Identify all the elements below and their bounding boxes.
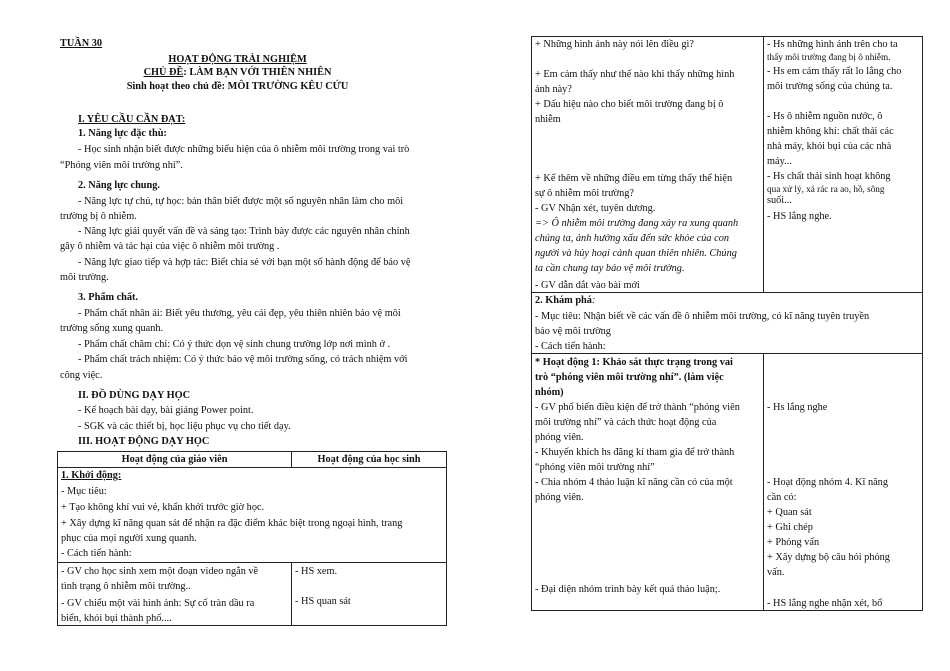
section-3-heading: III. HOẠT ĐỘNG DẠY HỌC [78,436,210,447]
table-text: - Khuyến khích hs đăng kí tham gia để trở thành [535,447,735,458]
paragraph: - Phẩm chất chăm chỉ: Có ý thức dọn vệ sinh chung trường lớp nơi mình ở . [78,339,391,350]
right-page [475,0,950,671]
table-text: biển, khói bụi thành phố.... [61,613,172,624]
table-text: - Hs chất thải sinh hoạt không [767,171,891,182]
activity-heading: nhóm) [535,387,564,398]
table-text: - Đại diện nhóm trình bày kết quả thảo luận;. [535,584,721,595]
table-text: + Quan sát [767,507,812,518]
table-text: môi trường sống của chúng ta. [767,81,893,92]
table-text: nhiễm không khí: chất thải các [767,126,894,137]
table-text: phóng viên. [535,492,584,503]
week-label: TUẦN 30 [60,38,103,49]
paragraph: trường bị ô nhiễm. [60,211,137,222]
table-text: nhà máy, khói bụi của các nhà [767,141,892,152]
lesson-table-continued [531,36,923,611]
header-student: Hoạt động của học sinh [292,452,447,468]
header-teacher: Hoạt động của giáo viên [58,452,292,468]
paragraph: - Kế hoạch bài dạy, bài giảng Power point. [78,405,254,416]
table-text: “phóng viên môi trường nhí” [535,462,655,473]
table-text: cần có: [767,492,797,503]
paragraph: - Năng lực tự chủ, tự học: bản thân biết được một số nguyên nhân làm cho môi [78,196,404,207]
paragraph: - Học sinh nhận biết được những biểu hiện của ô nhiễm môi trường trong vai trò [78,144,410,155]
table-text: - Hs lắng nghe [767,402,828,413]
subtopic: Sinh hoạt theo chủ đề: MÔI TRƯỜNG KÊU CỨU [126,81,349,92]
section-2-heading: II. ĐỒ DÙNG DẠY HỌC [78,390,191,401]
table-text: - HS lắng nghe nhận xét, bổ [767,598,883,609]
table-text: vấn. [767,567,785,578]
lesson-table [57,451,447,626]
topic-label: CHỦ ĐỀ [143,67,184,78]
table-text: - HS lắng nghe. [767,211,832,222]
table-text: + Tạo không khí vui vẻ, khấn khởi trước giờ học. [61,502,265,513]
table-text: + Dấu hiệu nào cho biết môi trường đang bị ô [535,99,724,110]
table-text: - Hs những hình ảnh trên cho ta [767,39,898,50]
explore-title-text: 2. Khám phá [535,295,592,306]
table-text: - Cách tiến hành: [535,341,606,352]
table-text: phục của mọi người xung quanh. [61,533,197,544]
activity-title: HOẠT ĐỘNG TRẢI NGHIỆM [168,54,307,65]
table-text: qua xử lý, xả rác ra ao, hồ, sông [767,184,885,194]
table-row-student [292,563,447,626]
table-text: - Hoạt động nhóm 4. Kĩ năng [767,477,888,488]
table-text: - Mục tiêu: Nhận biết về các vấn đề ô nhiễm môi trường, có kĩ năng tuyên truyền [535,311,870,322]
table-text: - HS quan sát [295,596,351,607]
table-text: + Xây dựng kĩ năng quan sát để nhận ra đặc điểm khác biệt trong ngoại hình, trang [61,518,403,529]
table-text: ta cần chung tay bảo vệ môi trường. [535,263,685,274]
table-text: chúng ta, ảnh hưởng xấu đến sức khỏe của con [535,233,730,244]
section-1-3-heading: 3. Phẩm chất. [78,292,139,303]
table-row-teacher [532,354,764,611]
table-text: + Xây dựng bộ câu hỏi phỏng [767,552,890,563]
table-row-warmup [58,468,447,563]
table-text: - GV dẫn dắt vào bài mới [535,280,640,291]
table-row-teacher [58,563,292,626]
table-text: - GV cho học sinh xem một đoạn video ngắn về [61,566,259,577]
table-text: + Kể thêm về những điều em từng thấy thể hiện [535,173,733,184]
warmup-title: 1. Khởi động: [61,470,122,481]
table-text: - GV Nhận xét, tuyên dương. [535,203,656,214]
table-text: ảnh này? [535,84,572,95]
section-1-heading: I. YÊU CẦU CẦN ĐẠT: [78,114,186,125]
paragraph: công việc. [60,370,103,381]
table-text: - GV chiếu một vài hình ảnh: Sự cố tràn dầu ra [61,598,255,609]
activity-heading: trò “phóng viên môi trường nhí”. (làm việc [535,372,724,383]
table-text: + Những hình ảnh này nói lên điều gì? [535,39,694,50]
table-text: - HS xem. [295,566,338,577]
paragraph: - Năng lực giải quyết vấn đề và sáng tạo: Trình bày được các nguyên nhân chính [78,226,410,237]
table-text: - Hs em cảm thấy rất lo lắng cho [767,66,902,77]
paragraph: môi trường. [60,272,109,283]
table-text: phóng viên. [535,432,584,443]
table-text: - Cách tiến hành: [61,548,132,559]
table-text: người và hủy hoại cảnh quan thiên nhiên. Chúng [535,248,737,259]
table-text: - GV phổ biến điều kiện để trở thành “phóng viên [535,402,740,413]
topic-line [0,67,475,79]
paragraph: “Phóng viên môi trường nhí”. [60,160,183,171]
table-text: + Ghi chép [767,522,813,533]
table-text: máy... [767,156,792,167]
table-row-teacher [532,37,764,293]
section-1-2-heading: 2. Năng lực chung. [78,180,160,191]
topic-text: : LÀM BẠN VỚI THIÊN NHIÊN [183,67,332,78]
table-text: bảo vệ môi trường [535,326,611,337]
table-row-student [764,37,923,293]
section-1-1-heading: 1. Năng lực đặc thù: [78,128,167,139]
activity-heading: * Hoạt động 1: Khảo sát thực trạng trong vai [535,357,733,368]
paragraph: - Phẩm chất nhân ái: Biết yêu thương, yêu cái đẹp, yêu thiên nhiên bảo vệ môi [78,308,401,319]
table-text: thấy môi trường đang bị ô nhiễm. [767,52,891,62]
table-text: - Hs ô nhiễm nguồn nước, ô [767,111,883,122]
table-text: - Mục tiêu: [61,486,107,497]
table-text: tình trạng ô nhiễm môi trường.. [61,581,191,592]
table-text: nhiễm [535,114,561,125]
table-row-student [764,354,923,611]
table-text: + Phỏng vấn [767,537,820,548]
table-text: => Ô nhiễm môi trường đang xảy ra xung quanh [535,218,739,229]
paragraph: trường sống xung quanh. [60,323,164,334]
explore-title-colon: : [591,295,596,306]
table-row-explore [532,293,923,354]
table-text: sự ô nhiễm môi trường? [535,188,634,199]
table-text: - Chia nhóm 4 thảo luận kĩ năng cần có của một [535,477,733,488]
paragraph: - SGK và các thiết bị, học liệu phục vụ cho tiết dạy. [78,421,291,432]
paragraph: gây ô nhiễm và tác hại của việc ô nhiễm môi trường . [60,241,280,252]
explore-title [535,295,919,307]
table-text: suối... [767,195,792,206]
paragraph: - Năng lực giao tiếp và hợp tác: Biết chia sẻ với bạn một số hành động để bảo vệ [78,257,411,268]
paragraph: - Phẩm chất trách nhiệm: Có ý thức bảo vệ môi trường sống, có trách nhiệm với [78,354,408,365]
table-text: + Em cảm thấy như thế nào khi thấy những hình [535,69,735,80]
table-text: môi trường nhí” và cách thức hoạt động của [535,417,717,428]
